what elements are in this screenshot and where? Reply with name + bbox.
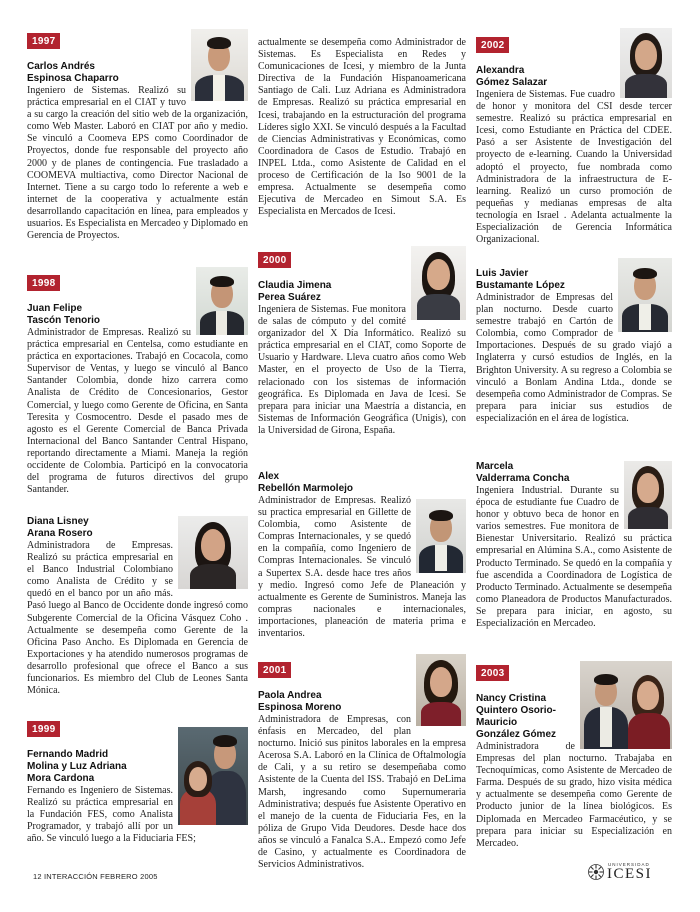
year-label: 2000 xyxy=(258,252,291,268)
portrait-photo xyxy=(411,246,466,320)
portrait-photo xyxy=(416,654,466,726)
person-name: Paola Andrea Espinosa Moreno xyxy=(258,690,342,713)
bio-text: actualmente se desempeña como Administrador de Sistemas. Es Especialista en Redes y Comunicaciones de Icesi, y miembro de la Junta Directiva de la Fundación Hispanoamericana Santiago de Cali. Luz Adriana es Administradora de Empresas. Realizó su práctica empresarial en Icesi, trabajando en la estructuración del programa Líderes siglo XXI. Se vinculó después a la Facultad de Ciencias Administrativas y Económicas, como Coordinadora de Casos de Estudio. Trabajó en INPEL Ltda., como Asistente de Calidad en el proceso de Certificación de la Iso 9001 de la empresa. Actualmente se desempeña como Ejecutiva de Mercadeo en Simout S.A. Es Especialista en Mercados de Icesi. xyxy=(258,37,466,218)
portrait-photo xyxy=(191,29,248,101)
year-label: 1998 xyxy=(27,275,60,291)
person-name: Nancy Cristina Quintero Osorio- Mauricio González Gómez xyxy=(476,693,557,740)
year-label: 1997 xyxy=(27,33,60,49)
entry-1999 xyxy=(27,719,248,845)
person-name: Claudia Jimena Perea Suárez xyxy=(258,280,332,303)
bio-text: Ingeniera Industrial. Durante su época de estudiante fue Cuadro de honor y obtuvo beca de honor en varios semestres. Fue monitora de Bienestar Universitario. Realizó su práctica empresarial en Alúmina S.A., como Asistente de Producto Terminado. Se quedó en la compañía y fue ascendida a Coordinadora de Logística de Producto Terminado. Actualmente se desempeña como Planeadora de Productos Manufacturados. Se prepara para iniciar, en agosto, su Especialización en Mercadeo. xyxy=(476,485,672,630)
bio-text: Administrador de Empresas. Realizó su práctica empresarial en Centelsa, como estudiante en práctica en exportaciones. Trabajó en Cocacola, como Supervisor de Ventas, y luego se vinculó al Banco Santander Colombia, donde hizo carrera como Analista de Crédito de Concesionarios, Gestor Comercial, y luego como Gerente de Oficina, en Santa Teresita y Cosmocentro. Desde el pasado mes de agosto es el Gerente Comercial de Banca Privada Internacional del Banco Santander Central Hispano, reportando directamente a Miami. Maneja la región occidente de Colombia. Participó en la convocatoria del programa de futuros directivos del grupo Santander. xyxy=(27,327,248,496)
bio-text: Administrador de Empresas del plan nocturno. Desde cuarto semestre trabajó en Cartón de Colombia, como Comprador de Importaciones. Después de su grado viajó a Inglaterra y cursó estudios de Inglés, en la Brighton University. A su regreso a Colombia se vinculó a Bonlam Andina Ltda., donde se desempeña como Administrador de Compras. Se prepara para iniciar sus estudios de especialización en el área de logística. xyxy=(476,292,672,424)
portrait-photo xyxy=(618,258,672,332)
entry-continuation xyxy=(258,37,466,218)
person-name: Luis Javier Bustamante López xyxy=(476,268,565,291)
person-name: Alexandra Gómez Salazar xyxy=(476,65,548,88)
entry-1998 xyxy=(27,273,248,496)
bio-text: Fernando es Ingeniero de Sistemas. Realizó su práctica empresarial en la Fundación FES, como Analista Programador, y trabajó allí por un año. Se vinculó luego a la Fiduciaria FES; xyxy=(27,785,196,845)
person-name: Diana Lisney Arana Rosero xyxy=(27,516,93,539)
portrait-photo xyxy=(624,461,672,529)
person-name: Marcela Valderrama Concha xyxy=(476,461,570,484)
entry-2002 xyxy=(476,35,672,246)
person-name: Juan Felipe Tascón Tenorio xyxy=(27,303,100,326)
entry-diana xyxy=(27,516,248,697)
person-name: Carlos Andrés Espinosa Chaparro xyxy=(27,61,119,84)
entry-2001 xyxy=(258,660,466,871)
bio-text: Administradora de Empresas, con énfasis en Mercadeo, del plan nocturno. Inició sus pinitos laborales en la empresa Acerosa S.A. Laboró en la Clínica de Oftalmología de Cali, y a su retiro se desempeñaba como Asistente de la Cuenta del ISS. Trabajó en DeLima Marsh, ingresando como Supernumeraria Administrativa; después fue Asistente Operativo en el manejo de la cuenta de Fiduciaria Fes, en la póliza de Grupo Vida Deudores. Desde hace dos años se vinculó a Fanalca S.A.. Empezó como Jefe de Casino, y actualmente es Coordinadora de Servicios Administrativos. xyxy=(258,714,466,871)
portrait-photo xyxy=(620,28,672,98)
icesi-logo xyxy=(588,862,664,882)
entry-marcela xyxy=(476,461,672,630)
person-name: Fernando Madrid Molina y Luz Adriana Mora Cardona xyxy=(27,749,127,784)
entry-luis xyxy=(476,268,672,425)
logo-subtitle: UNIVERSIDAD xyxy=(608,862,650,867)
logo-mark-icon xyxy=(588,864,604,880)
bio-text: Ingeniera de Sistemas. Fue monitora de salas de cómputo y del comité organizador del X Día Informático. Realizó su práctica empresarial en el CIAT, como Soporte de Usuario y Hardware. Lleva cuatro años como Web Master, en el proyecto de Uso de la Tierra, relacionado con los sistemas de información geográfica. Es Diplomada en Java de Icesi. Se prepara para iniciar una Maestría a distancia, en Sistemas de Información Geográfica (Unigis), con la Universidad de Girona, España. xyxy=(258,304,466,436)
entry-2000 xyxy=(258,250,466,437)
bio-text: Administradora de Empresas. Realizó su práctica empresarial en el Banco Industrial Colombiano como Analista de Crédito y se quedó en el banco por un año más. Pasó luego al Banco de Occidente donde ingresó como Subgerente Comercial de la Oficina Vásquez Coho . Actualmente se desempeña como Gerente de la Oficina Paso Ancho. Es Diplomada en Gerencia de Exportaciones y ha atendido numerosos programas de desarrollo profesional que ofrece el Banco a sus funcionarios. Es miembro del Club de Leones Santa Mónica. xyxy=(27,540,248,697)
bio-text: Administradora de Empresas del plan nocturno. Trabajaba en Tecnoquímicas, como Asistente de Mercadeo de Farma. Después de su grado, hizo visita médica y actualmente se desempeña como Gerente de Producto junior de la línea biológicos. Es Diplomada en Mercadeo Farmacéutico, y se prepara para iniciar su Especialización en Mercadeo. xyxy=(476,741,672,849)
couple-photo xyxy=(178,727,248,825)
bio-text: Ingeniero de Sistemas. Realizó su práctica empresarial en el CIAT y tuvo a su cargo la creación del sitio web de la organización, como Web Master. Laboró en CIAT por año y medio. Se vinculó a Coomeva EPS como Coordinador de Proyectos, donde fue responsable del proyecto año 2000 y de planes de contingencia. Fue trasladado a COOMEVA multiactiva, como Director Nacional de Internet. Tiene a su cargo todo lo referente a web e internet de la cooperativa y actualmente están desarrollando capacitación en línea, para empleados y usuarios. Es Especialista en Mercadeo y Diplomado en Gerencia de Proyectos. xyxy=(27,85,248,242)
page-footer: 12 INTERACCIÓN FEBRERO 2005 xyxy=(33,872,158,881)
portrait-photo xyxy=(178,516,248,589)
entry-2003 xyxy=(476,663,672,850)
person-name: Alex Rebellón Marmolejo xyxy=(258,471,354,494)
entry-alex xyxy=(258,471,466,640)
year-label: 1999 xyxy=(27,721,60,737)
bio-text: Administrador de Empresas. Realizó su practica empresarial en Gillette de Colombia, como Asistente de Compras Internacionales, y se quedó en la compañía, como Ingeniero de Compras Internacionales. Se vinculó a Supertex S.A. desde hace tres años y medio. Ingresó como Jefe de Planeación y actualmente es Gerente de Suministros. Maneja las compras nacionales e internacionales, importaciones, planeación de materia prima e inventarios. xyxy=(258,495,466,640)
bio-text: Ingeniera de Sistemas. Fue cuadro de honor y monitora del CSI desde tercer semestre. Realizó su práctica empresarial en Icesi, como Estudiante en Práctica del CDEE. Pasó a ser Asistente de Investigación del proyecto de e-learning. Cuando la Universidad adoptó el proyecto, fue nombrada como Administradora de la infraestructura de E-learning. Realizó un curso promoción de pequeñas y medianas empresas de alta tecnología en Israel . Adelanta actualmente la Especialización de Gerencia Informática Organizacional. xyxy=(476,89,672,246)
portrait-photo xyxy=(416,499,466,573)
logo-wordmark: ICESI xyxy=(607,866,652,882)
couple-photo xyxy=(580,661,672,749)
year-label: 2003 xyxy=(476,665,509,681)
portrait-photo xyxy=(196,267,248,335)
entry-1997 xyxy=(27,31,248,242)
year-label: 2001 xyxy=(258,662,291,678)
year-label: 2002 xyxy=(476,37,509,53)
